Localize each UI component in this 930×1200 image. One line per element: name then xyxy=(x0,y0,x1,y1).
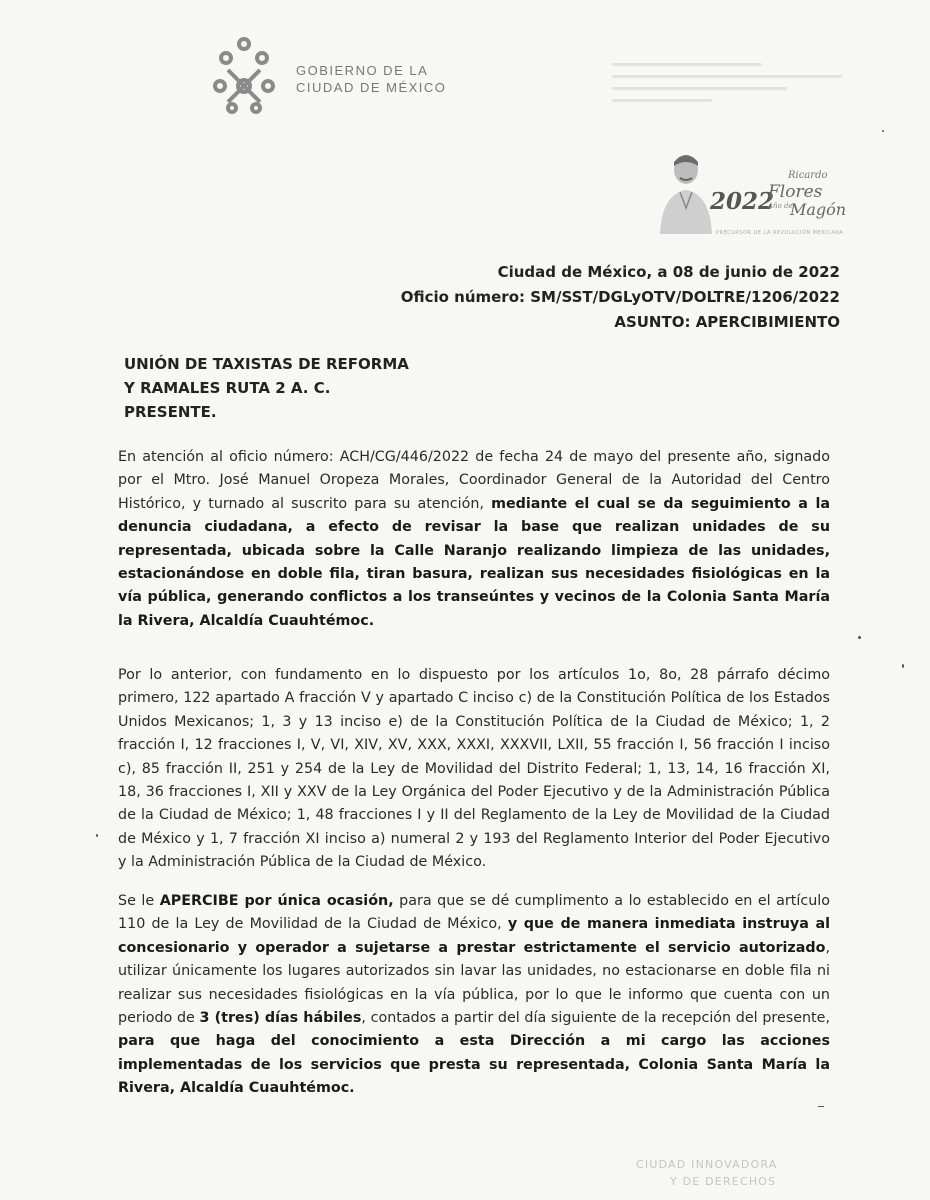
portrait-icon xyxy=(640,148,712,234)
scan-speck xyxy=(858,636,861,639)
addressee-line-3: PRESENTE. xyxy=(124,403,217,421)
paragraph-2: Por lo anterior, con fundamento en lo dispuesto por los artículos 1o, 8o, 28 párrafo décimo primero, 122 apartado A fracción V y apartado C inciso c) de la Constitución Política de los Estados Unidos Mexicanos; 1, 3 y 13 inciso e) de la Constitución Política de la Ciudad de México; 1, 2 fracción I, 12 fracciones I, V, VI, XIV, XV, XXX, XXXI, XXXVII, LXII, 55 fracción I, 56 fracción I inciso c), 85 fracción II, 251 y 254 de la Ley de Movilidad del Distrito Federal; 1, 13, 14, 16 fracción XI, 18, 36 fracciones I, XII y XXV de la Ley Orgánica del Poder Ejecutivo y de la Administración Pública de la Ciudad de México; 1, 48 fracciones I y II del Reglamento de la Ley de Movilidad de la Ciudad de México y 1, 7 fracción XI inciso a) numeral 2 y 193 del Reglamento Interior del Poder Ejecutivo y la Administración Pública de la Ciudad de México. xyxy=(118,667,830,871)
scan-speck xyxy=(96,834,98,837)
paragraph-3-part-f: 3 (tres) días hábiles xyxy=(199,1010,362,1027)
paragraph-3-part-c: para que se dé cumplimento a lo establecido en el artículo 110 de la Ley de Movilidad de la Ciudad de México, xyxy=(118,893,830,933)
footer-slogan xyxy=(636,1156,778,1190)
logo-line-2: CIUDAD DE MÉXICO xyxy=(296,80,447,95)
footer-line-1: CIUDAD INNOVADORA xyxy=(636,1158,778,1171)
paragraph-3-part-e: , utilizar únicamente los lugares autorizados sin lavar las unidades, no estacionarse en doble fila ni realizar sus necesidades fisiológicas en la vía pública, por lo que le informo que cuenta con un periodo de xyxy=(118,939,830,1027)
anniversary-name-small: Ricardo xyxy=(788,170,828,181)
anniversary-year: 2022 xyxy=(710,188,775,215)
anniversary-name-line2: Magón xyxy=(790,200,847,219)
faded-header-text xyxy=(612,54,862,134)
anniversary-name-line1: Flores xyxy=(768,182,823,202)
scan-speck xyxy=(882,130,884,132)
paragraph-3 xyxy=(118,890,830,1101)
logo-line-1: GOBIERNO DE LA xyxy=(296,63,429,78)
paragraph-3-part-g: , contados a partir del día siguiente de la recepción del presente, xyxy=(361,1010,830,1027)
anniversary-prefix: Año de xyxy=(768,202,793,210)
paragraph-3-part-a: Se le xyxy=(118,893,160,909)
addressee-line-1: UNIÓN DE TAXISTAS DE REFORMA xyxy=(124,355,409,373)
scan-speck xyxy=(902,664,904,668)
footer-line-2: Y DE DERECHOS xyxy=(670,1175,777,1188)
paragraph-3-part-d: y que de manera inmediata instruya al concesionario y operador a sujetarse a prestar estrictamente el servicio autorizado xyxy=(118,916,830,956)
paragraph-1 xyxy=(118,446,830,633)
oficio-number: Oficio número: SM/SST/DGLyOTV/DOLTRE/1206/2022 xyxy=(400,288,840,306)
scan-speck xyxy=(818,1106,824,1107)
document-header xyxy=(401,260,840,335)
asunto: ASUNTO: APERCIBIMIENTO xyxy=(614,313,840,331)
anniversary-emblem xyxy=(640,148,847,240)
anniversary-tagline: PRECURSOR DE LA REVOLUCIÓN MEXICANA xyxy=(716,230,844,236)
gobierno-cdmx-logo-text xyxy=(296,62,446,96)
paragraph-3-part-b: APERCIBE por única ocasión, xyxy=(159,893,394,909)
paragraph-1-intro: En atención al oficio número: ACH/CG/446/2022 de fecha 24 de mayo del presente año, signado por el Mtro. José Manuel Oropeza Morales, Coordinador General de la Autoridad del Centro Histórico, y turnado al suscrito para su atención, xyxy=(118,449,830,512)
addressee-line-2: Y RAMALES RUTA 2 A. C. xyxy=(124,379,331,397)
place-date: Ciudad de México, a 08 de junio de 2022 xyxy=(497,263,840,281)
addressee xyxy=(124,352,409,424)
paragraph-3-part-h: para que haga del conocimiento a esta Dirección a mi cargo las acciones implementadas de los servicios que presta su representada, Colonia Santa María la Rivera, Alcaldía Cuauhtémoc. xyxy=(118,1033,830,1097)
paragraph-1-bold: mediante el cual se da seguimiento a la denuncia ciudadana, a efecto de revisar la base que realizan unidades de su representada, ubicada sobre la Calle Naranjo realizando limpieza de las unidades, estacionándose en doble fila, tiran basura, realizan sus necesidades fisiológicas en la vía pública, generando conflictos a los transeúntes y vecinos de la Colonia Santa María la Rivera, Alcaldía Cuauhtémoc. xyxy=(118,495,830,629)
gobierno-cdmx-logo-icon xyxy=(212,36,276,114)
